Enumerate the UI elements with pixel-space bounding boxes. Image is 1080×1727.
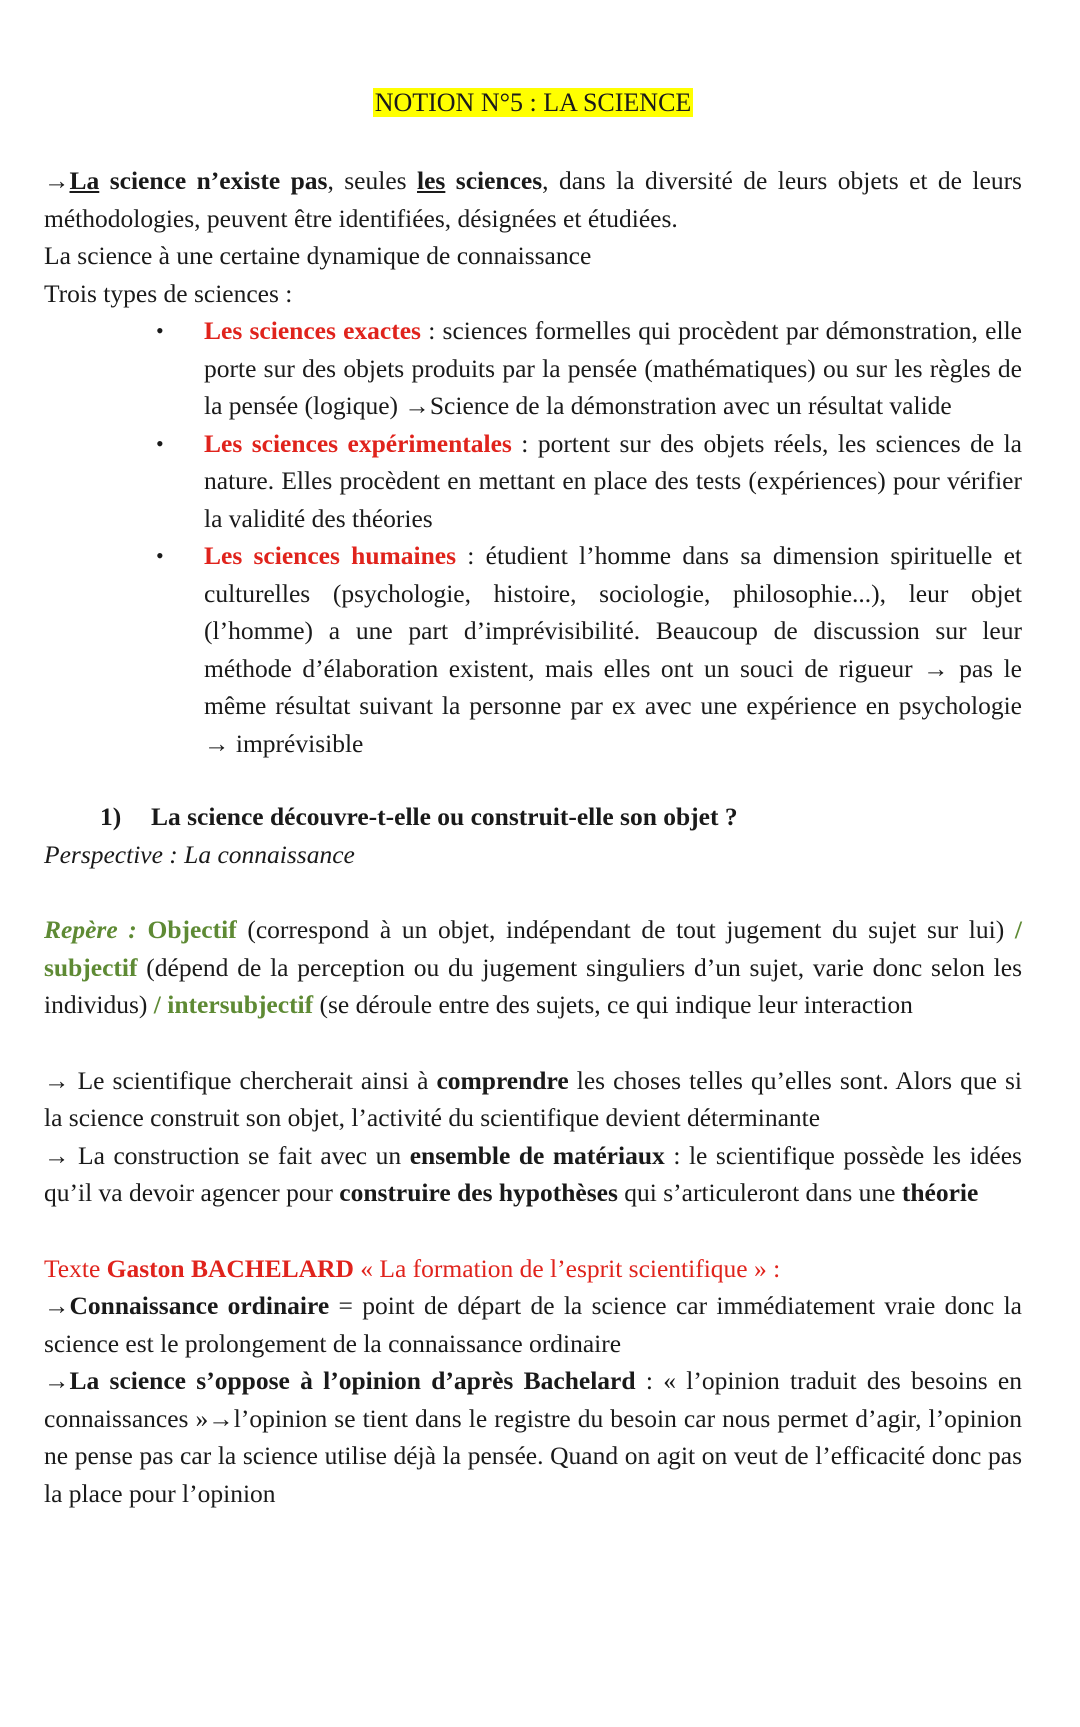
para1-text-2: les choses telles qu’elles sont. Alors que si la science construit son objet, l’activité du scientifique devient déterminante [44, 1065, 1022, 1132]
arrow-icon: → [44, 1291, 70, 1320]
intro-bold-1: science n’existe pas [99, 166, 328, 195]
bullet-label: Les sciences exactes [204, 316, 421, 345]
intro-text-2: , dans la diversité de leurs objets et de leurs méthodologies, peuvent être identifiées, désignées et étudiées. [44, 166, 1022, 233]
para2-text-3: qui s’articuleront dans une [617, 1178, 902, 1207]
section-heading [100, 798, 1022, 836]
arrow-icon: → [44, 1366, 70, 1395]
para4-bold-1: La science s’oppose à l’opinion d’après Bachelard [69, 1366, 636, 1395]
bullet-text: : portent sur des objets réels, les sciences de la nature. Elles procèdent en mettant en place des tests (expériences) pour vérifier la validité des théories [204, 428, 1022, 533]
para2-bold-3: théorie [901, 1178, 979, 1207]
bullet-text: : étudient l’homme dans sa dimension spirituelle et culturelles (psychologie, histoire, sociologie, philosophie...), leur objet (l’homme) a une part d’imprévisibilité. Beaucoup de discussion sur leur méthode d’élaboration existent, mais elles ont un souci de rigueur → pas le même résultat suivant la personne par ex avec une expérience en psychologie → imprévisible [204, 541, 1023, 758]
para1-bold-1: comprendre [436, 1065, 569, 1095]
repere-objectif: Objectif [147, 915, 237, 944]
para1-text-1: → Le scientifique chercherait ainsi à [44, 1065, 437, 1095]
construction-paragraph [44, 1137, 1022, 1212]
list-item [156, 312, 1022, 425]
list-item [156, 537, 1023, 762]
para2-text-2: : le scientifique possède les idées qu’il va devoir agencer pour [44, 1140, 1022, 1207]
repere-label: Repère : [44, 915, 148, 944]
bullet-icon: • [156, 543, 164, 568]
spacer [44, 1212, 1022, 1250]
bullet-icon: • [156, 318, 164, 343]
intro-text-1: , seules [327, 166, 418, 195]
perspective-line: Perspective : La connaissance [44, 839, 355, 869]
connaissance-paragraph [44, 1287, 1022, 1362]
repere-text-3: (se déroule entre des sujets, ce qui indique leur interaction [313, 990, 913, 1019]
bullet-label: Les sciences expérimentales [204, 428, 512, 458]
para2-bold-1: ensemble de matériaux [409, 1140, 665, 1170]
para4-text-1: : « l’opinion traduit des besoins en connaissances »→l’opinion se tient dans le registre du besoin car nous permet d’agir, l’opinion ne pense pas car la science utilise déjà la pensée. Quand on agit on veut de l’efficacité donc pas la place pour l’opinion [44, 1366, 1022, 1508]
intro-la: La [69, 166, 100, 195]
intro-line-2: La science à une certaine dynamique de connaissance [44, 241, 592, 270]
intro-paragraph [44, 162, 1022, 237]
opinion-paragraph [44, 1362, 1022, 1512]
para2-bold-2: construire des hypothèses [339, 1178, 618, 1207]
repere-text-2: (dépend de la perception ou du jugement singuliers d’un sujet, varie donc selon les individus) [44, 952, 1022, 1019]
section-number: 1) [100, 802, 122, 831]
spacer [44, 762, 1022, 798]
page-title: NOTION N°5 : LA SCIENCE [374, 88, 692, 117]
bullet-text: : sciences formelles qui procèdent par démonstration, elle porte sur des objets produits par la pensée (mathématiques) ou sur les règles de la pensée (logique) →Science de la démonstration avec un résultat valide [204, 316, 1022, 420]
repere-text-1: (correspond à un objet, indépendant de tout jugement du sujet sur lui) [236, 915, 1015, 944]
para2-text-1: → La construction se fait avec un [44, 1140, 410, 1170]
repere-paragraph [44, 911, 1022, 1024]
intro-bold-2: sciences [445, 166, 543, 195]
texte-text-2: « La formation de l’esprit scientifique » : [353, 1253, 781, 1283]
intro-line-3: Trois types de sciences : [44, 278, 293, 308]
texte-text-1: Texte [44, 1253, 107, 1283]
texte-author: Gaston BACHELARD [106, 1253, 354, 1283]
para3-bold-1: Connaissance ordinaire [69, 1291, 330, 1320]
list-item [156, 425, 1022, 538]
intro-les: les [417, 166, 446, 195]
title-block [44, 0, 1022, 122]
repere-subjectif: / subjectif [44, 915, 1022, 982]
para3-text-1: = point de départ de la science car immédiatement vraie donc la science est le prolongement de la connaissance ordinaire [44, 1291, 1022, 1358]
spacer [44, 873, 1022, 911]
bullet-label: Les sciences humaines [204, 541, 457, 570]
science-types-list [44, 312, 1022, 762]
repere-intersubjectif: / intersubjectif [153, 990, 314, 1019]
arrow-icon: → [44, 166, 70, 195]
comprendre-paragraph [44, 1062, 1022, 1137]
texte-heading [44, 1250, 1022, 1288]
spacer [44, 1024, 1022, 1062]
bullet-icon: • [156, 430, 164, 456]
section-heading-text: La science découvre-t-elle ou construit-elle son objet ? [151, 802, 738, 831]
